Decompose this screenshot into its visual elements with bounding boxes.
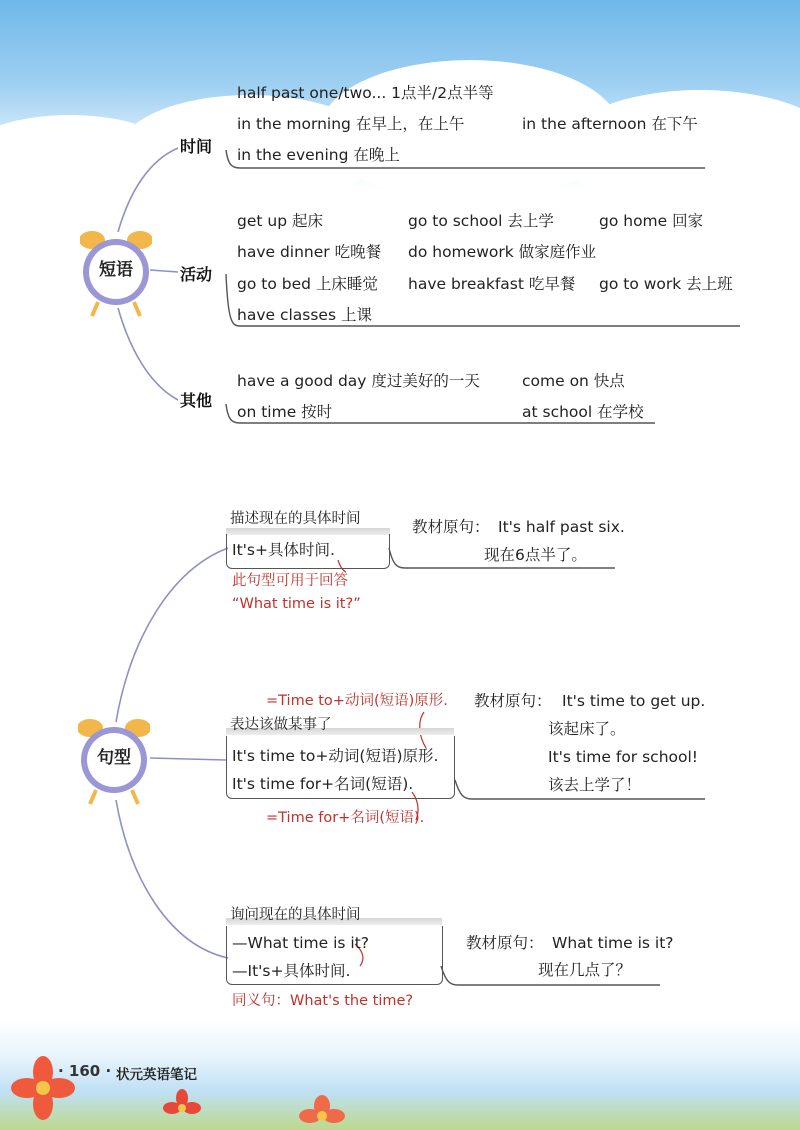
page-number: · 160 · (58, 1062, 112, 1080)
phrase-item: have breakfast 吃早餐 (408, 275, 576, 293)
group-2-pattern: It's time to+动词(短语)原形. (232, 747, 439, 765)
flower-icon (162, 1088, 202, 1130)
phrases-clock-label: 短语 (99, 260, 133, 280)
group-3-pattern: —It's+具体时间. (232, 962, 351, 980)
group-3-example: What time is it? (552, 934, 674, 952)
category-other-label: 其他 (180, 391, 213, 410)
phrase-item: have dinner 吃晚餐 (237, 243, 382, 261)
phrase-item: get up 起床 (237, 212, 323, 230)
group-2-example: 该起床了。 (548, 720, 626, 738)
group-3-example: 现在几点了？ (538, 961, 632, 979)
branch-line-time (118, 148, 178, 232)
group-2-example: 该去上学了！ (548, 776, 642, 794)
sentences-clock-label: 句型 (97, 748, 131, 768)
group-1-example: It's half past six. (498, 518, 625, 536)
group-2-top-note: =Time to+动词(短语)原形. (266, 693, 448, 709)
group-1-example: 现在6点半了。 (484, 546, 587, 564)
flower-icon (8, 1050, 78, 1130)
phrase-item: go to work 去上班 (599, 275, 733, 293)
group-3-example-label: 教材原句： (466, 934, 544, 952)
group-2-bottom-note: =Time for+名词(短语). (266, 810, 425, 826)
phrase-item: at school 在学校 (522, 403, 644, 421)
book-title: 状元英语笔记 (116, 1067, 197, 1083)
group-3-pattern: —What time is it? (232, 934, 370, 952)
phrases-clock-icon (80, 230, 152, 320)
phrase-item: go to school 去上学 (408, 212, 554, 230)
phrase-item: have a good day 度过美好的一天 (237, 372, 480, 390)
phrase-item: in the afternoon 在下午 (522, 115, 698, 133)
phrase-item: half past one/two... 1点半/2点半等 (237, 84, 494, 102)
phrase-item: go to bed 上床睡觉 (237, 275, 378, 293)
branch-line-group2 (150, 758, 226, 760)
group-2-example: It's time for school! (548, 748, 699, 766)
phrase-item: in the evening 在晚上 (237, 146, 400, 164)
group-2-title: 表达该做某事了 (230, 717, 332, 733)
group-2-example-label: 教材原句： (474, 692, 552, 710)
group-1-pattern: It's+具体时间. (232, 541, 335, 559)
phrase-item: in the morning 在早上，在上午 (237, 115, 465, 133)
flower-icon (298, 1094, 346, 1130)
group-2-example: It's time to get up. (562, 692, 706, 710)
group-3-title: 询问现在的具体时间 (230, 907, 361, 923)
category-activity-label: 活动 (180, 265, 213, 284)
phrase-item: have classes 上课 (237, 306, 372, 324)
phrase-item: on time 按时 (237, 403, 333, 421)
category-time-label: 时间 (180, 137, 213, 156)
group-1-example-label: 教材原句： (412, 518, 490, 536)
group-2-pattern: It's time for+名词(短语). (232, 775, 414, 793)
phrase-item: go home 回家 (599, 212, 704, 230)
branch-line-group1 (116, 548, 228, 722)
group-3-note: 同义句：What's the time? (232, 993, 414, 1009)
sentences-clock-icon (78, 718, 150, 808)
phrase-item: do homework 做家庭作业 (408, 243, 597, 261)
group-1-title: 描述现在的具体时间 (230, 511, 361, 527)
group-1-note: 此句型可用于回答 (232, 573, 348, 589)
group-1-note: “What time is it?” (232, 596, 361, 612)
branch-line-activity (150, 270, 178, 272)
phrase-item: come on 快点 (522, 372, 625, 390)
branch-line-group3 (116, 800, 228, 958)
branch-line-other (118, 308, 178, 400)
